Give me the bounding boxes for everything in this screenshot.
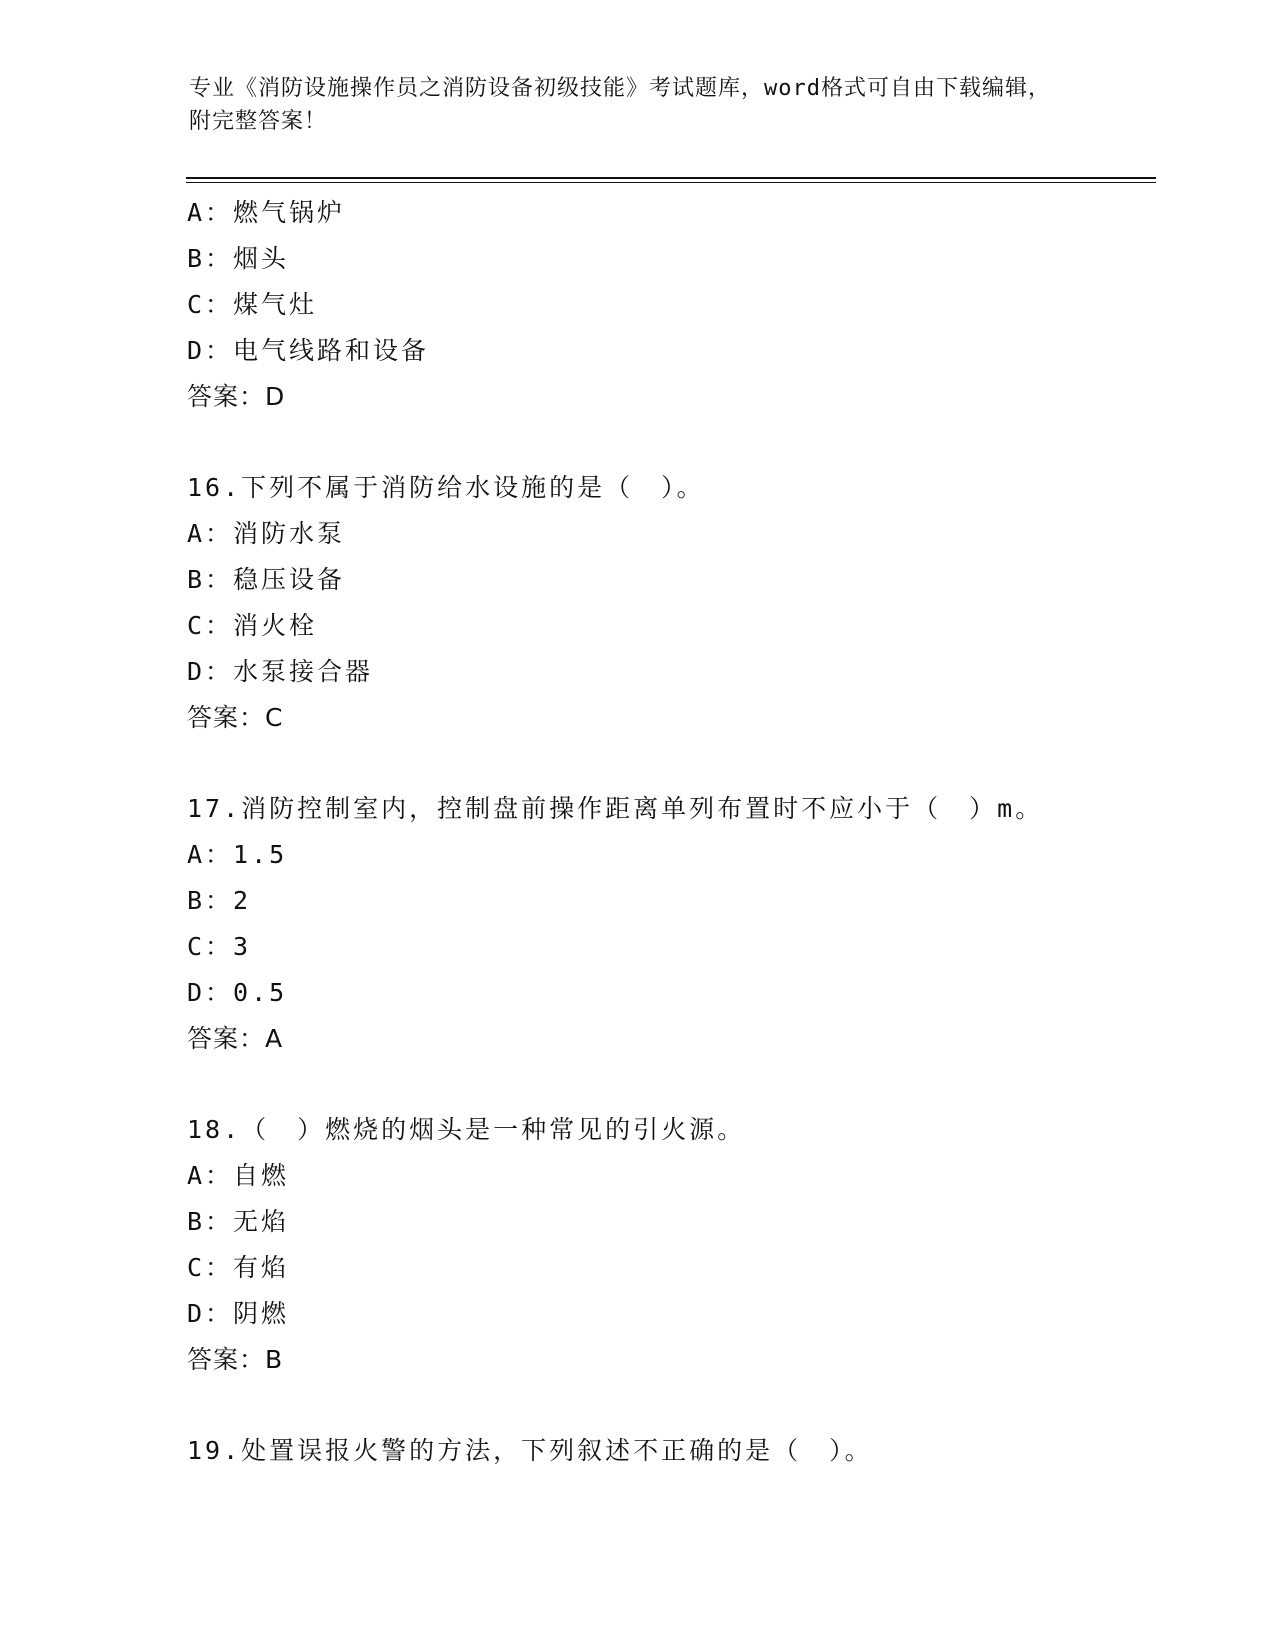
option-c: C：3 — [187, 932, 252, 961]
option-b: B：烟头 — [187, 244, 290, 273]
answer: 答案：B — [187, 1345, 284, 1374]
question-17 — [187, 786, 1147, 1062]
option-d: D：水泵接合器 — [187, 657, 374, 686]
question-18 — [187, 1107, 1147, 1383]
question-stem: 18.（ ）燃烧的烟头是一种常见的引火源。 — [187, 1115, 746, 1144]
spacer — [187, 741, 1147, 786]
spacer — [187, 420, 1147, 465]
option-c: C：煤气灶 — [187, 290, 318, 319]
answer: 答案：C — [187, 703, 284, 732]
question-list — [187, 190, 1147, 1474]
question-16 — [187, 465, 1147, 741]
question-stem: 19.处置误报火警的方法，下列叙述不正确的是（ ）。 — [187, 1436, 873, 1465]
header-divider-thick — [186, 177, 1156, 179]
option-d: D：阴燃 — [187, 1299, 290, 1328]
question-stem: 17.消防控制室内，控制盘前操作距离单列布置时不应小于（ ）m。 — [187, 794, 1044, 823]
spacer — [187, 1062, 1147, 1107]
answer: 答案：A — [187, 1024, 284, 1053]
option-b: B：2 — [187, 886, 252, 915]
option-a: A：消防水泵 — [187, 519, 346, 548]
option-a: A：1.5 — [187, 840, 288, 869]
option-c: C：有焰 — [187, 1253, 290, 1282]
header-divider-thin — [186, 182, 1156, 183]
question-19 — [187, 1428, 1147, 1474]
option-b: B：无焰 — [187, 1207, 290, 1236]
option-a: A：自燃 — [187, 1161, 290, 1190]
option-c: C：消火栓 — [187, 611, 318, 640]
option-b: B：稳压设备 — [187, 565, 346, 594]
option-d: D：0.5 — [187, 978, 288, 1007]
answer: 答案：D — [187, 382, 286, 411]
spacer — [187, 1383, 1147, 1428]
document-header: 专业《消防设施操作员之消防设备初级技能》考试题库，word格式可自由下载编辑，附完整答案！ — [189, 76, 1051, 134]
question-stem: 16.下列不属于消防给水设施的是（ ）。 — [187, 473, 705, 502]
question-15 — [187, 190, 1147, 420]
option-a: A：燃气锅炉 — [187, 198, 346, 227]
option-d: D：电气线路和设备 — [187, 336, 430, 365]
